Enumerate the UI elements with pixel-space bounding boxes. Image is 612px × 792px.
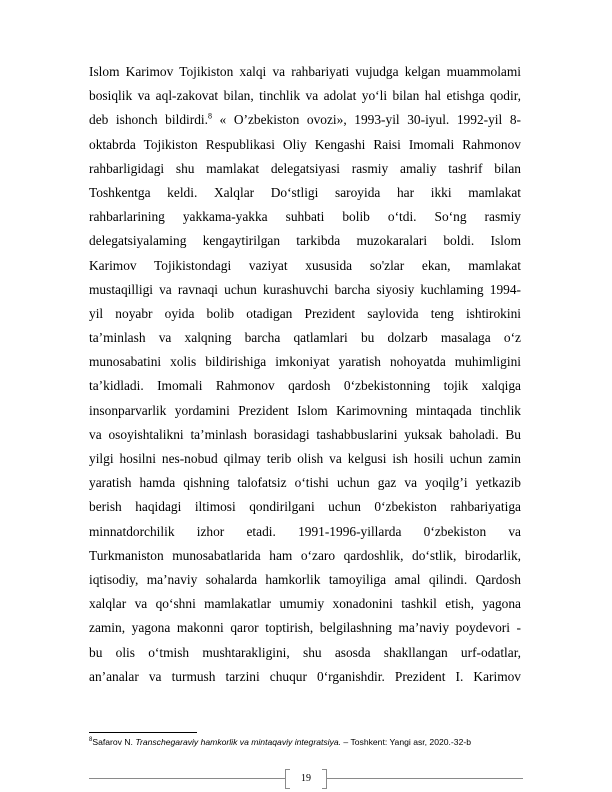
- text-line: insonparvarlik yordamini Prezident Islom Karimovning mintaqada tinchlik: [89, 402, 521, 418]
- text-line: ta’minlash va xalqning barcha qatlamlari bu dolzarb masalaga o‘z: [89, 330, 521, 346]
- text-line: Islom Karimov Tojikiston xalqi va rahbariyati vujudga kelgan muammolami: [89, 64, 521, 79]
- text-line: Toshkentga keldi. Xalqlar Do‘stligi saroyida har ikki mamlakat: [89, 184, 521, 200]
- text-segment: deb ishonch bildirdi.: [89, 112, 208, 128]
- text-line: [89, 689, 521, 713]
- text-line: ta’kidladi. Imomali Rahmonov qardosh 0‘zbekistonning tojik xalqiga: [89, 378, 521, 394]
- footnote-title: Transchegaraviy hamkorlik va mintaqaviy integratsiya.: [135, 737, 342, 747]
- page-number: 19: [301, 773, 311, 784]
- text-line: [89, 108, 521, 132]
- footnote: [89, 736, 529, 748]
- text-line: rahbarlarining yakkama-yakka suhbati bolib o‘tdi. So‘ng rasmiy: [89, 209, 521, 225]
- footnote-divider: [89, 732, 197, 733]
- text-line: minnatdorchilik izhor etadi. 1991-1996-yillarda 0‘zbekiston va: [89, 523, 521, 539]
- text-line: berish haqidagi iltimosi qondirilgani uchun 0‘zbekiston rahbariyatiga: [89, 499, 521, 515]
- text-line: Turkmaniston munosabatlarida ham o‘zaro qardoshlik, do‘stlik, birodarlik,: [89, 547, 521, 563]
- footer-rule-left: [89, 778, 285, 779]
- text-line: mustaqilligi va ravnaqi uchun kurashuvchi barcha siyosiy kuchlaming 1994-: [89, 281, 521, 297]
- text-line: va osoyishtalikni ta’minlash borasidagi tashabbuslarini yuksak baholadi. Bu: [89, 426, 521, 442]
- text-line: delegatsiyalaming kengaytirilgan tarkibda muzokaralari boldi. Islom: [89, 233, 521, 249]
- text-segment: « O’zbekiston ovozi», 1993-yil 30-iyul. 1992-yil 8-: [211, 112, 521, 128]
- page-footer: [89, 768, 523, 792]
- text-line: bu olis o‘tmish mushtarakligini, shu asosda shakllangan urf-odatlar,: [89, 644, 521, 660]
- footnote-reference: 8: [207, 111, 212, 121]
- text-line: zamin, yagona makonni qaror toptirish, belgilashning ma’naviy poydevori -: [89, 620, 521, 636]
- body-text: [89, 60, 521, 713]
- text-line: yilgi hosilni nes-nobud qilmay terib olish va kelgusi ish hosili uchun zamin: [89, 451, 521, 466]
- text-line: yil noyabr oyida bolib otadigan Prezident saylovida teng ishtirokini: [89, 305, 521, 321]
- page-number-box: [285, 768, 327, 790]
- text-line: yaratish hamda qishning talofatsiz o‘tishi uchun gaz va yoqilg’i yetkazib: [89, 475, 521, 491]
- footnote-number: 8: [89, 737, 93, 744]
- bracket-left-icon: [285, 769, 290, 789]
- text-line: munosabatini xolis bildirishiga imkoniyat yaratish nohoyatda muhimligini: [89, 354, 521, 370]
- text-line: iqtisodiy, ma’naviy sohalarda hamkorlik tamoyiliga amal qilindi. Qardosh: [89, 571, 521, 587]
- footnote-publication: – Toshkent: Yangi asr, 2020.-32-b: [341, 737, 471, 747]
- bracket-right-icon: [322, 769, 327, 789]
- text-line: Karimov Tojikistondagi vaziyat xususida so'zlar ekan, mamlakat: [89, 257, 521, 273]
- footnote-author: Safarov N.: [92, 737, 136, 747]
- text-line: xalqlar va qo‘shni mamlakatlar umumiy xonadonini tashkil etish, yagona: [89, 596, 521, 612]
- footer-rule-right: [327, 778, 523, 779]
- text-line: oktabrda Tojikiston Respublikasi Oliy Kengashi Raisi Imomali Rahmonov: [89, 136, 521, 152]
- text-line: rahbarligidagi shu mamlakat delegatsiyasi rasmiy amaliy tashrif bilan: [89, 160, 521, 176]
- text-line: bosiqlik va aql-zakovat bilan, tinchlik va adolat yo‘li bilan hal etishga qodir,: [89, 88, 521, 104]
- text-line: an’analar va turmush tarzini chuqur 0‘rganishdir. Prezident I. Karimov: [89, 668, 521, 684]
